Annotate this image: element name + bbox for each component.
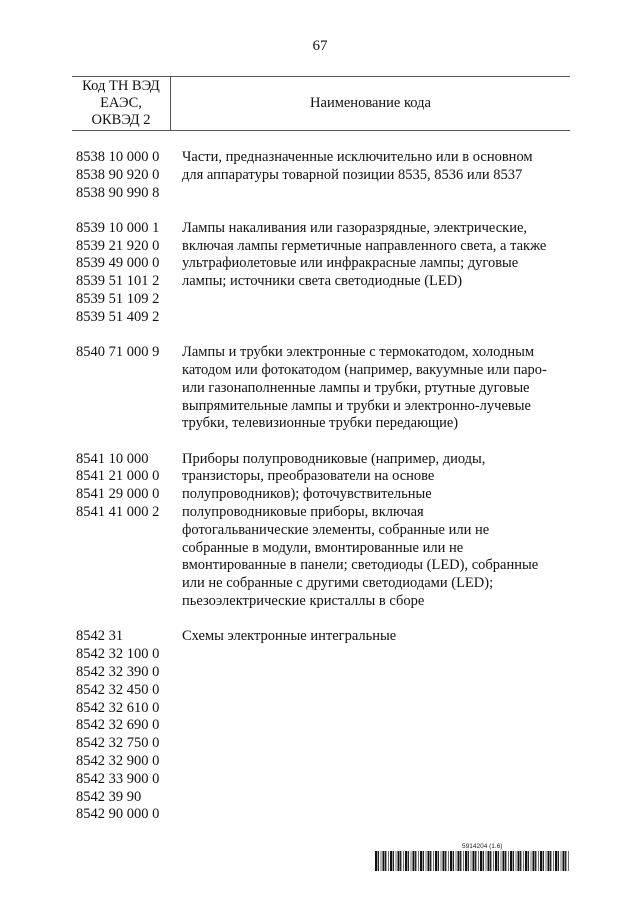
code-list <box>76 149 182 202</box>
code-value: 8542 32 610 0 <box>76 699 160 716</box>
code-value: 8542 32 100 0 <box>76 646 160 663</box>
code-value: 8542 32 900 0 <box>76 752 160 769</box>
table-row <box>76 149 570 202</box>
description-line: фотогальванические элементы, собранные или не <box>182 521 490 538</box>
description-line: собранные в модули, вмонтированные или не <box>182 539 464 556</box>
code-value: 8539 51 109 2 <box>76 291 160 308</box>
code-list <box>76 451 182 611</box>
code-value: 8538 10 000 0 <box>76 149 160 165</box>
description-line: для аппаратуры товарной позиции 8535, 8536 или 8537 <box>182 166 523 183</box>
code-value: 8539 10 000 1 <box>76 219 160 236</box>
description-line: вмонтированные в панели; светодиоды (LED), собранные <box>182 557 539 574</box>
header-code-line: ЕАЭС, <box>100 95 142 111</box>
header-code-column <box>72 78 170 129</box>
header-name-column: Наименование кода <box>310 95 431 111</box>
code-description <box>182 149 570 202</box>
table-row <box>76 344 570 433</box>
description-line: Лампы и трубки электронные с термокатодом, холодным <box>182 344 535 361</box>
table-row <box>76 628 570 824</box>
code-value: 8539 21 920 0 <box>76 237 160 254</box>
code-value: 8539 51 409 2 <box>76 308 160 325</box>
code-value: 8542 32 750 0 <box>76 735 160 752</box>
description-line: Приборы полупроводниковые (например, диоды, <box>182 450 486 467</box>
code-list <box>76 344 182 433</box>
page-number: 67 <box>312 38 328 54</box>
barcode-icon <box>375 851 571 871</box>
code-value: 8541 29 000 0 <box>76 486 160 503</box>
code-value: 8542 90 000 0 <box>76 806 160 823</box>
code-table-body <box>76 149 570 842</box>
code-description <box>182 344 570 433</box>
document-code: 5914204 (1.6) <box>462 843 503 850</box>
code-value: 8539 49 000 0 <box>76 255 160 272</box>
table-header-bottom-rule <box>72 130 570 131</box>
code-description <box>182 451 570 611</box>
description-line: полупроводников); фоточувствительные <box>182 486 432 503</box>
description-line: полупроводниковые приборы, включая <box>182 504 424 521</box>
code-value: 8542 32 690 0 <box>76 717 160 734</box>
code-value: 8540 71 000 9 <box>76 344 160 361</box>
description-line: Схемы электронные интегральные <box>182 628 397 645</box>
code-value: 8542 31 <box>76 628 124 645</box>
description-line: лампы; источники света светодиодные (LED) <box>182 273 463 290</box>
description-line: или не собранные с другими светодиодами (LED); <box>182 575 494 592</box>
description-line: включая лампы герметичные направленного света, а также <box>182 237 547 254</box>
table-header-top-rule <box>72 76 570 77</box>
description-line: транзисторы, преобразователи на основе <box>182 468 435 485</box>
code-value: 8542 32 450 0 <box>76 681 160 698</box>
code-value: 8541 10 000 <box>76 450 149 467</box>
description-line: катодом или фотокатодом (например, вакуумные или паро- <box>182 361 547 378</box>
table-row <box>76 451 570 611</box>
code-description <box>182 220 570 327</box>
description-line: Лампы накаливания или газоразрядные, электрические, <box>182 219 528 236</box>
code-value: 8538 90 990 8 <box>76 184 160 201</box>
code-value: 8542 33 900 0 <box>76 770 160 787</box>
code-value: 8541 21 000 0 <box>76 468 160 485</box>
header-code-line: ОКВЭД 2 <box>91 112 151 128</box>
code-value: 8539 51 101 2 <box>76 273 160 290</box>
description-line: Части, предназначенные исключительно или в основном <box>182 149 533 165</box>
code-value: 8542 32 390 0 <box>76 663 160 680</box>
code-list <box>76 220 182 327</box>
code-list <box>76 628 182 824</box>
table-row <box>76 220 570 327</box>
description-line: или газонаполненные лампы и трубки, ртутные дуговые <box>182 379 530 396</box>
description-line: трубки, телевизионные трубки передающие) <box>182 415 459 432</box>
description-line: ультрафиолетовые или инфракрасные лампы; дуговые <box>182 255 519 272</box>
code-value: 8538 90 920 0 <box>76 166 160 183</box>
description-line: пьезоэлектрические кристаллы в сборе <box>182 593 425 610</box>
code-description <box>182 628 570 824</box>
description-line: выпрямительные лампы и трубки и электронно-лучевые <box>182 397 531 414</box>
header-code-line: Код ТН ВЭД <box>82 78 160 94</box>
code-value: 8542 39 90 <box>76 788 142 805</box>
code-value: 8541 41 000 2 <box>76 504 160 521</box>
